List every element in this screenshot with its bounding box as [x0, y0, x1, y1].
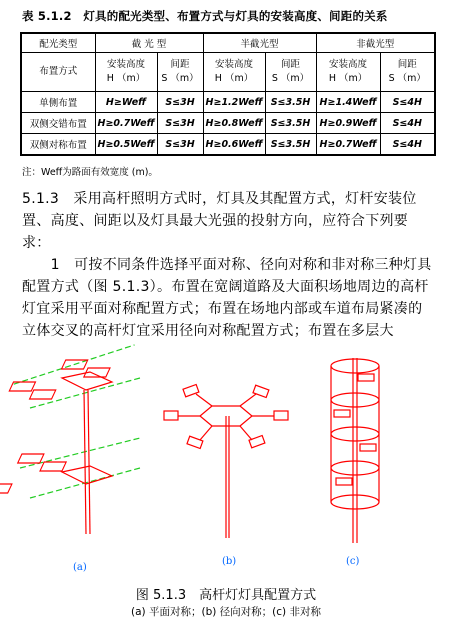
table-row: [21, 113, 435, 134]
table-cell: S≤3.5H: [265, 134, 316, 156]
spec-table: [20, 32, 436, 156]
table-cell: H≥1.4Weff: [316, 92, 380, 113]
table-cell: H≥0.8Weff: [203, 113, 265, 134]
clause-item-1: 1 可按不同条件选择平面对称、径向对称和非对称三种灯具配置方式（图 5.1.3）。布置在宽阔道路及大面积场地周边的高杆灯宜采用平面对称配置方式；布置在场地内部或车道布局紧凑的立体交叉的高杆灯宜采用径向对称配置方式；布置在多层大: [22, 257, 432, 339]
figure-label-b: (b): [222, 556, 237, 567]
clause-5-1-3: 5.1.3 采用高杆照明方式时，灯具及其配置方式，灯杆安装位置、高度、间距以及灯具最大光强的投射方向，应符合下列要求：: [22, 191, 417, 251]
table-cell: S≤3.5H: [265, 113, 316, 134]
asymmetric-lamp: [331, 358, 379, 543]
table-row: [21, 92, 435, 113]
table-cell: S≤3.5H: [265, 92, 316, 113]
table-cell: H≥0.6Weff: [203, 134, 265, 156]
figure-label-c: (c): [346, 556, 360, 567]
table-row: [21, 134, 435, 156]
table-cell: H≥0.9Weff: [316, 113, 380, 134]
table-title: [22, 8, 388, 24]
table-cell: H≥Weff: [95, 92, 157, 113]
planar-symmetric-lamp: [0, 345, 140, 534]
table-cell: H≥0.7Weff: [316, 134, 380, 156]
table-cell: S≤4H: [380, 92, 435, 113]
row-layout: 单侧布置: [21, 92, 95, 113]
table-cell: S≤4H: [380, 134, 435, 156]
row-layout: 双侧交错布置: [21, 113, 95, 134]
table-cell: S≤4H: [380, 113, 435, 134]
subheader-spacing: 间距 S （m）: [157, 53, 203, 92]
table-note: 注：Weff为路面有效宽度 (m)。: [22, 167, 158, 178]
figure-subcaption: (a) 平面对称；(b) 径向对称；(c) 非对称: [131, 606, 321, 618]
table-cell: H≥1.2Weff: [203, 92, 265, 113]
header-non-cutoff: 非截光型: [316, 33, 435, 53]
table-header-row: [21, 33, 435, 53]
table-cell: S≤3H: [157, 113, 203, 134]
subheader-height: 安装高度 H （m）: [95, 53, 157, 92]
subheader-spacing: 间距 S （m）: [265, 53, 316, 92]
radial-symmetric-lamp: [164, 385, 288, 538]
table-cell: S≤3H: [157, 134, 203, 156]
table-number: 表 5.1.2: [22, 9, 72, 23]
table-cell: H≥0.5Weff: [95, 134, 157, 156]
header-light-type: 配光类型: [21, 33, 95, 53]
table-caption: 灯具的配光类型、布置方式与灯具的安装高度、间距的关系: [83, 9, 388, 23]
table-cell: H≥0.7Weff: [95, 113, 157, 134]
figure-label-a: (a): [73, 562, 87, 573]
row-layout: 双侧对称布置: [21, 134, 95, 156]
table-cell: S≤3H: [157, 92, 203, 113]
subheader-height: 安装高度 H （m）: [316, 53, 380, 92]
lamp-layout-figure: [0, 338, 452, 588]
header-layout: 布置方式: [21, 53, 95, 92]
table-subheader-row: [21, 53, 435, 92]
header-cutoff: 截 光 型: [95, 33, 203, 53]
figure-caption: 图 5.1.3 高杆灯灯具配置方式: [135, 588, 317, 603]
subheader-spacing: 间距 S （m）: [380, 53, 435, 92]
header-semi-cutoff: 半截光型: [203, 33, 316, 53]
subheader-height: 安装高度 H （m）: [203, 53, 265, 92]
